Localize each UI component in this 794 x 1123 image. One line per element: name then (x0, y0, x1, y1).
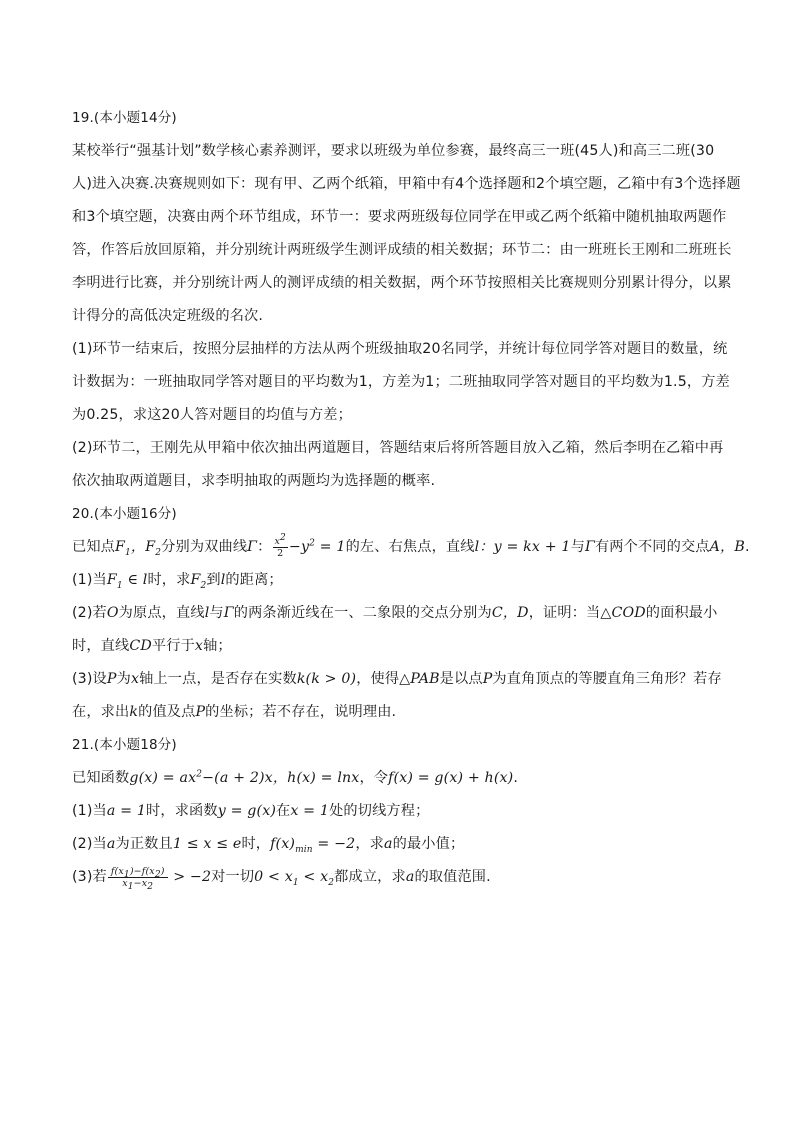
q20-part-2-line-2: 时，直线CD平行于x轴； (72, 638, 232, 654)
math-g-definition: $g(x) = ax^2-(a + 2)x$，h(x) = lnx (129, 769, 360, 786)
math-difference-quotient: $\frac{f(x_1)-f(x_2)}{x_1-x_2}$ (108, 866, 168, 889)
q20-part-3-line-2: 在，求出k的值及点P的坐标；若不存在，说明理由. (72, 704, 397, 720)
q19-part-2-line-1: (2)环节二，王刚先从甲箱中依次抽出两道题目，答题结束后将所答题目放入乙箱，然后李明在乙箱中再 (72, 440, 724, 456)
q19-part-1-line-1: (1)环节一结束后，按照分层抽样的方法从两个班级抽取20名同学，并统计每位同学答对题目的数量，统 (72, 341, 728, 357)
q20-part-1: (1)当$F_1$ ∈ l时，求$F_2$到l的距离； (72, 572, 283, 591)
q19-text-line-6: 计得分的高低决定班级的名次. (72, 308, 264, 324)
q19-heading: 19.(本小题14分) (72, 110, 177, 126)
math-F1F2: $F_1$，$F_2$ (115, 539, 162, 558)
q21-part-3: (3)若 $\frac{f(x_1)-f(x_2)}{x_1-x_2}$ > −2对一切$0 < x_1 < x_2$都成立，求a的取值范围. (72, 865, 491, 892)
q21-part-2: (2)当a为正数且1 ≤ x ≤ e时，$f(x)_{min} = -2$，求a的最小值； (72, 836, 465, 855)
q19-text-line-5: 李明进行比赛，并分别统计两人的测评成绩的相关数据，两个环节按照相关比赛规则分别累计得分，以累 (72, 275, 732, 291)
q19-text-line-2: 人)进入决赛.决赛规则如下：现有甲、乙两个纸箱，甲箱中有4个选择题和2个填空题，乙箱中有3个选择题 (72, 176, 741, 192)
q19-part-1-line-3: 为0.25，求这20人答对题目的均值与方差； (72, 407, 352, 423)
q19-text-line-1: 某校举行“强基计划”数学核心素养测评，要求以班级为单位参赛，最终高三一班(45人)和高三二班(30 (72, 143, 715, 159)
q19-text-line-3: 和3个填空题，决赛由两个环节组成，环节一：要求两班级每位同学在甲或乙两个纸箱中随机抽取两题作 (72, 209, 727, 225)
q19-text-line-4: 答，作答后放回原箱，并分别统计两班级学生测评成绩的相关数据；环节二：由一班班长王刚和二班班长 (72, 242, 732, 258)
q21-statement: 已知函数$g(x) = ax^2-(a + 2)x$，h(x) = lnx，令f(x) = g(x) + h(x). (72, 769, 519, 786)
q20-part-2-line-1: (2)若O为原点，直线l与Γ的两条渐近线在一、二象限的交点分别为C，D，证明：当△COD的面积最小 (72, 605, 718, 621)
math-fraction-x2-over-2: $\frac{x^2}{2}$ (274, 532, 286, 559)
q21-part-1: (1)当a = 1时，求函数y = g(x)在x = 1处的切线方程； (72, 803, 430, 819)
q20-part-3-line-1: (3)设P为x轴上一点，是否存在实数k(k > 0)，使得△PAB是以点P为直角顶点的等腰直角三角形？若存 (72, 671, 722, 687)
math-hyperbola-eq: $-y^2 = 1$ (288, 538, 346, 555)
q21-heading: 21.(本小题18分) (72, 737, 177, 753)
q19-part-1-line-2: 计数据为：一班抽取同学答对题目的平均数为1，方差为1；二班抽取同学答对题目的平均数为1.5，方差 (72, 374, 730, 390)
q20-statement: 已知点$F_1$，$F_2$分别为双曲线Γ： $\frac{x^2}{2}$ $-y^2 = 1$的左、右焦点，直线l：y = kx + 1与Γ有两个不同的交点A，B. (72, 532, 750, 559)
q20-heading: 20.(本小题16分) (72, 506, 177, 522)
q19-part-2-line-2: 依次抽取两道题目，求李明抽取的两题均为选择题的概率. (72, 473, 436, 489)
math-gamma: Γ (247, 539, 258, 555)
math-line-eq: l：y = kx + 1 (474, 539, 571, 555)
